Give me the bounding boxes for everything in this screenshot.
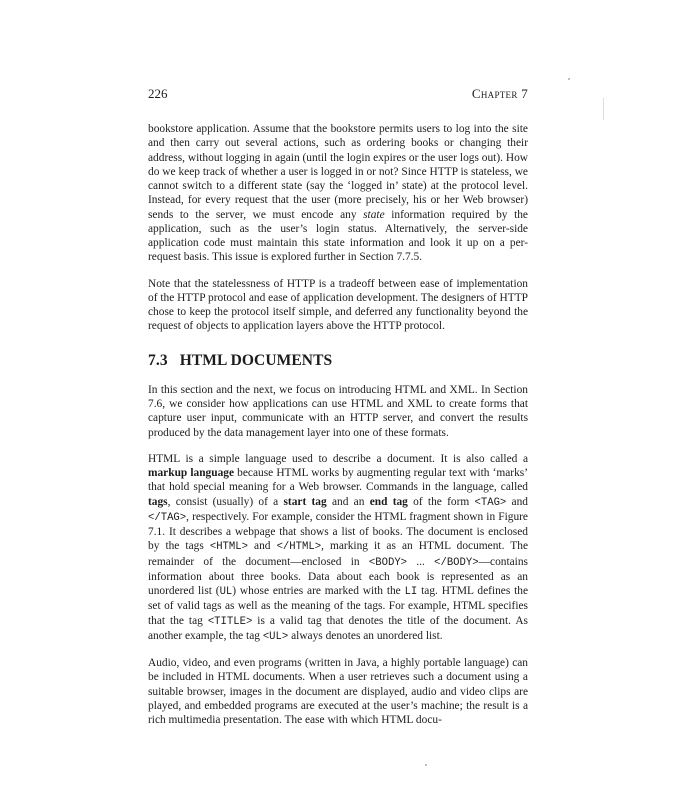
page-edge-mark xyxy=(603,98,604,120)
text-run: and xyxy=(248,540,277,553)
scan-speck xyxy=(425,764,427,766)
text-run: because HTML works by augmenting regular text with ‘marks’ that hold special meaning for a Web browser. Commands in the language, called xyxy=(148,467,529,494)
text-run: tag. HTML defines the set of valid tags as well as the meaning of the tags. For example, HTML specifies that the tag xyxy=(148,585,529,627)
paragraph-p5 xyxy=(148,656,528,727)
section-number: 7.3 xyxy=(148,351,168,369)
text-run: always denotes an unordered list. xyxy=(288,629,443,642)
running-head xyxy=(148,86,528,102)
intro-paragraphs xyxy=(148,122,528,334)
text-run: and xyxy=(506,495,529,508)
section-paragraphs xyxy=(148,383,528,728)
text-run: In this section and the next, we focus on introducing HTML and XML. In Section 7.6, we consider how applications can use HTML and XML to create forms that capture user input, communicate with an HTTP server, and convert the results produced by the data management layer into one of these formats. xyxy=(148,383,528,439)
code-term: LI xyxy=(404,586,418,598)
text-run: bookstore application. Assume that the bookstore permits users to log into the site and then carry out several actions, such as ordering books or changing their address, without logging in again (until the login expires or the user logs out). How do we keep track of whether a user is logged in or not? Since HTTP is stateless, we cannot switch to a different state (say the ‘logged in’ state) at the protocol level. Instead, for every request that the user (more precisely, his or her Web browser) sends to the server, we must encode any xyxy=(148,123,528,221)
code-term: </HTML> xyxy=(276,541,322,554)
bold-term: end tag xyxy=(369,495,408,508)
text-run: , respectively. For example, consider the HTML fragment shown in Figure 7.1. It describes a webpage that shows a list of books. The document is enclosed by the tags xyxy=(148,510,528,553)
code-term: <TAG> xyxy=(474,496,507,509)
text-run: is a valid tag that denotes the title of the document. As another example, the tag xyxy=(148,614,528,642)
text-run: ) whose entries are marked with the xyxy=(232,585,405,597)
text-run: , marking it as an HTML document. The remainder of the document—enclosed in xyxy=(148,540,528,568)
text-run: HTML is a simple language used to describe a document. It is also called a xyxy=(148,452,528,465)
bold-term: tags xyxy=(148,495,168,508)
code-term: <HTML> xyxy=(209,541,248,554)
text-run: Note that the statelessness of HTTP is a tradeoff between ease of implementation of the HTTP protocol and ease of application development. The designers of HTTP chose to keep the protocol itself simple, and deferred any functionality beyond the request of objects to application layers above the HTTP protocol. xyxy=(148,277,528,333)
code-term: <UL> xyxy=(262,630,289,643)
bold-term: start tag xyxy=(283,495,327,508)
text-run: —contains information about three books. Data about each book is represented as an unordered list ( xyxy=(148,555,528,597)
text-run: of the form xyxy=(407,495,475,508)
section-heading xyxy=(148,351,528,369)
page-number: 226 xyxy=(148,86,168,101)
chapter-label: Chapter 7 xyxy=(471,86,528,101)
section-title-text: HTML DOCUMENTS xyxy=(179,351,333,369)
code-term: <TITLE> xyxy=(207,615,253,628)
text-run: Audio, video, and even programs (written in Java, a highly portable language) can be included in HTML documents. When a user retrieves such a document using a suitable browser, images in the document are displayed, audio and video clips are played, and embedded programs are executed at the user’s machine; the result is a rich multimedia presentation. The ease with which HTML docu- xyxy=(148,657,528,726)
code-term: <BODY> xyxy=(368,556,408,569)
paragraph-p2 xyxy=(148,277,528,334)
bold-term: markup language xyxy=(148,467,235,479)
code-term: </TAG> xyxy=(148,511,187,524)
paragraph-p1 xyxy=(148,122,528,265)
code-term: </BODY> xyxy=(434,556,479,569)
italic-term: state xyxy=(363,208,385,221)
paragraph-p3 xyxy=(148,383,528,440)
paragraph-p4 xyxy=(148,452,528,644)
code-term: UL xyxy=(219,586,233,598)
text-run: , consist (usually) of a xyxy=(167,495,284,508)
text-run: ... xyxy=(407,555,435,568)
text-run: information required by the application, such as the user’s login status. Alternatively, the server-side application code must maintain this state information and look it up on a per-request basis. This issue is explored further in Section 7.7.5. xyxy=(148,208,528,264)
page-body xyxy=(148,122,528,739)
text-run: and an xyxy=(326,495,370,508)
scan-speck xyxy=(568,78,570,80)
